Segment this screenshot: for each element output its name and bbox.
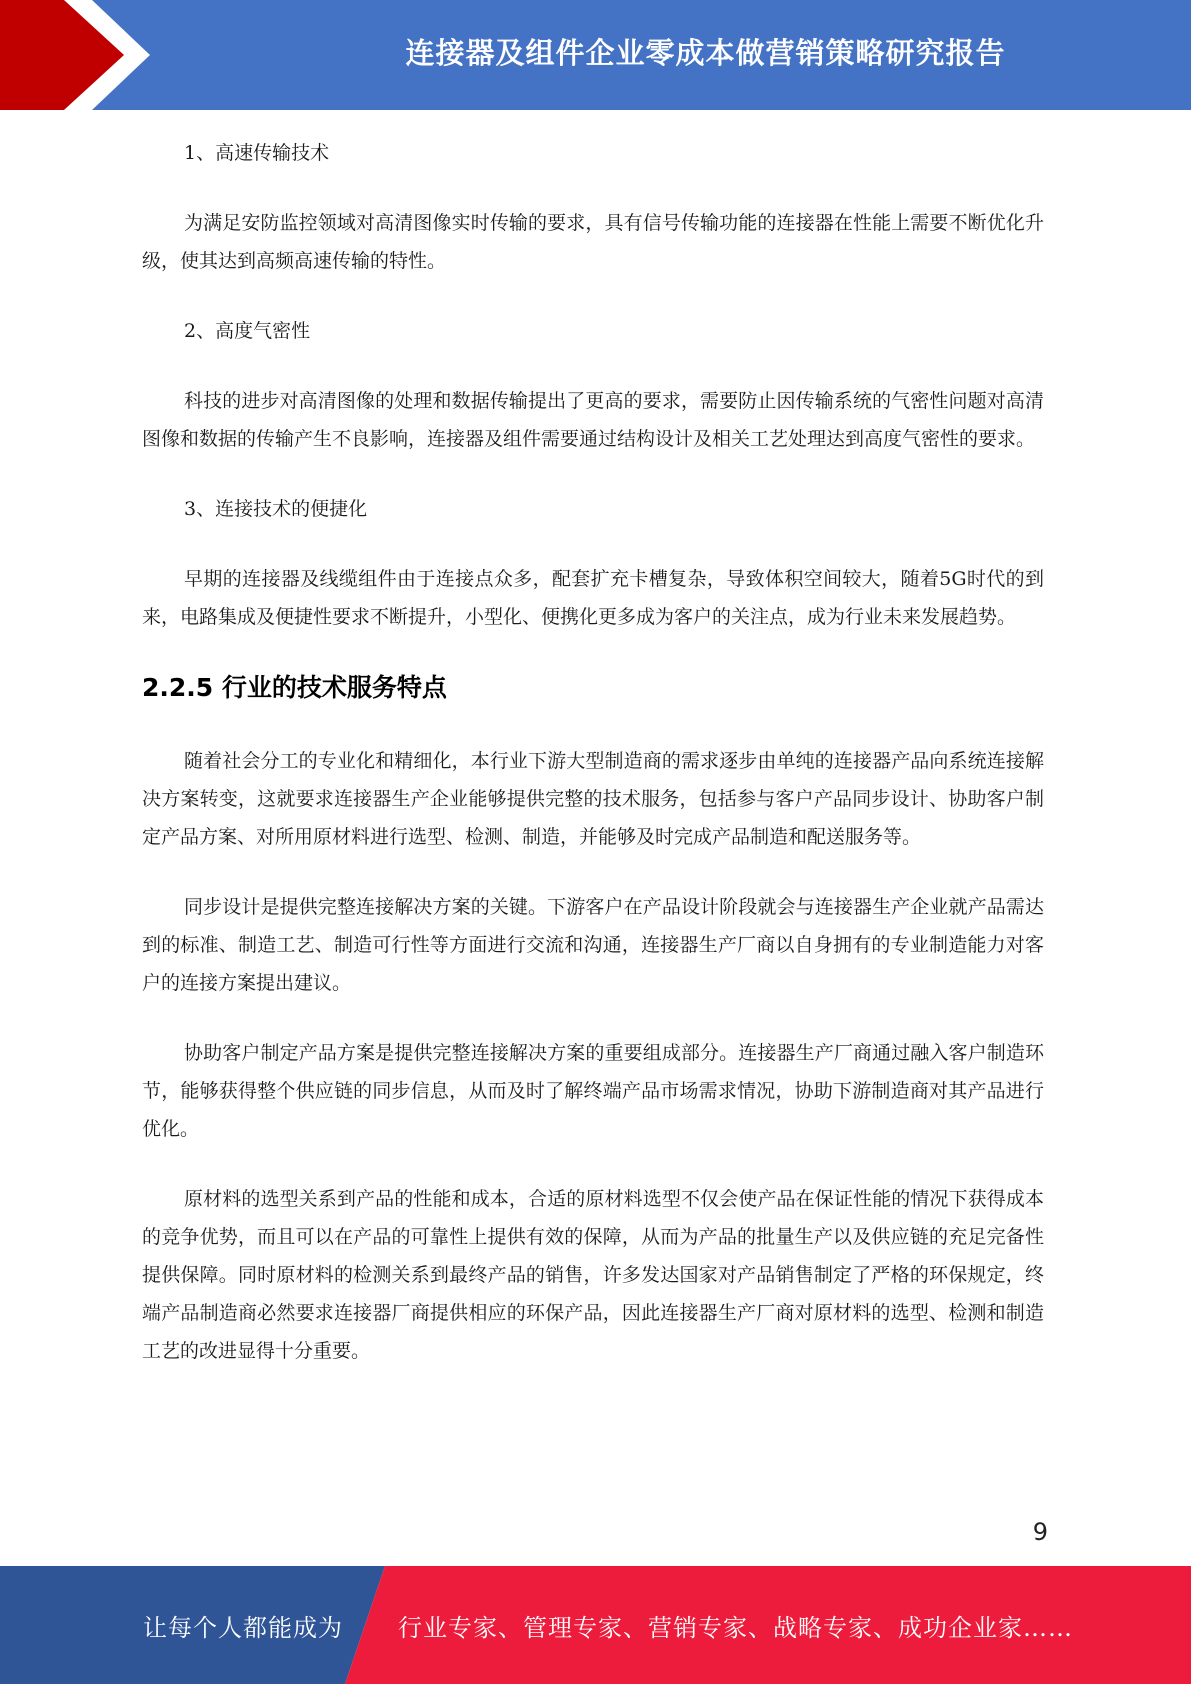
- paragraph-6: 协助客户制定产品方案是提供完整连接解决方案的重要组成部分。连接器生产厂商通过融入客户制造环节，能够获得整个供应链的同步信息，从而及时了解终端产品市场需求情况，协助下游制造商对其产品进行优化。: [142, 1042, 1044, 1140]
- header-banner: [0, 0, 1191, 110]
- paragraph-4: 随着社会分工的专业化和精细化，本行业下游大型制造商的需求逐步由单纯的连接器产品向系统连接解决方案转变，这就要求连接器生产企业能够提供完整的技术服务，包括参与客户产品同步设计、协助客户制定产品方案、对所用原材料进行选型、检测、制造，并能够及时完成产品制造和配送服务等。: [142, 750, 1044, 848]
- paragraph-3: 早期的连接器及线缆组件由于连接点众多，配套扩充卡槽复杂，导致体积空间较大，随着5G时代的到来，电路集成及便捷性要求不断提升，小型化、便携化更多成为客户的关注点，成为行业未来发展趋势。: [142, 568, 1044, 628]
- paragraph-5: 同步设计是提供完整连接解决方案的关键。下游客户在产品设计阶段就会与连接器生产企业就产品需达到的标准、制造工艺、制造可行性等方面进行交流和沟通，连接器生产厂商以自身拥有的专业制造能力对客户的连接方案提出建议。: [142, 896, 1044, 994]
- footer-banner: [0, 1566, 1191, 1684]
- subheading-2: 2、高度气密性: [184, 320, 311, 342]
- section-title: 2.2.5 行业的技术服务特点: [142, 673, 447, 702]
- paragraph-2: 科技的进步对高清图像的处理和数据传输提出了更高的要求，需要防止因传输系统的气密性问题对高清图像和数据的传输产生不良影响，连接器及组件需要通过结构设计及相关工艺处理达到高度气密性的要求。: [142, 390, 1044, 450]
- paragraph-1: 为满足安防监控领域对高清图像实时传输的要求，具有信号传输功能的连接器在性能上需要不断优化升级，使其达到高频高速传输的特性。: [142, 212, 1044, 272]
- footer-slogan-right: 行业专家、管理专家、营销专家、战略专家、成功企业家……: [398, 1613, 1073, 1642]
- subheading-1: 1、高速传输技术: [184, 142, 330, 164]
- subheading-3: 3、连接技术的便捷化: [184, 498, 368, 520]
- page-number: 9: [1032, 1518, 1048, 1546]
- footer-slogan-left: 让每个人都能成为: [143, 1613, 343, 1642]
- report-title: 连接器及组件企业零成本做营销策略研究报告: [405, 35, 1006, 70]
- document-body: [142, 134, 1044, 1402]
- paragraph-7: 原材料的选型关系到产品的性能和成本，合适的原材料选型不仅会使产品在保证性能的情况下获得成本的竞争优势，而且可以在产品的可靠性上提供有效的保障，从而为产品的批量生产以及供应链的充足完备性提供保障。同时原材料的检测关系到最终产品的销售，许多发达国家对产品销售制定了严格的环保规定，终端产品制造商必然要求连接器厂商提供相应的环保产品，因此连接器生产厂商对原材料的选型、检测和制造工艺的改进显得十分重要。: [142, 1188, 1044, 1362]
